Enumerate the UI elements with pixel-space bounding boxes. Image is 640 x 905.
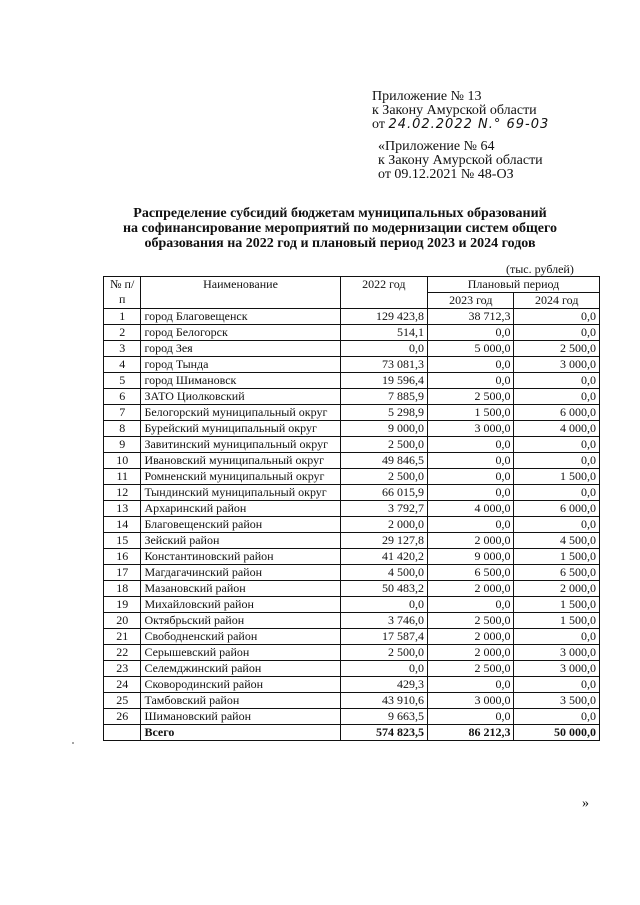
total-2022: 574 823,5 xyxy=(340,725,427,741)
row-2024-cell: 4 000,0 xyxy=(514,421,600,437)
total-row xyxy=(104,725,600,741)
previous-appendix-header xyxy=(378,140,543,182)
prev-appendix-date: от 09.12.2021 № 48-ОЗ xyxy=(378,167,514,182)
prev-appendix-number: «Приложение № 64 xyxy=(378,139,495,154)
title-line-1: Распределение субсидий бюджетам муниципальных образований xyxy=(133,206,547,221)
row-name-cell: Селемджинский район xyxy=(141,661,340,677)
table-row xyxy=(104,661,600,677)
row-2022-cell: 9 000,0 xyxy=(340,421,427,437)
row-2024-cell: 6 000,0 xyxy=(514,405,600,421)
row-2024-cell: 3 500,0 xyxy=(514,693,600,709)
row-2024-cell: 1 500,0 xyxy=(514,613,600,629)
row-num-cell: 16 xyxy=(104,549,141,565)
total-label: Всего xyxy=(141,725,340,741)
row-2023-cell: 4 000,0 xyxy=(428,501,514,517)
row-2022-cell: 29 127,8 xyxy=(340,533,427,549)
row-name-cell: город Зея xyxy=(141,341,340,357)
row-name-cell: Магдагачинский район xyxy=(141,565,340,581)
row-2023-cell: 3 000,0 xyxy=(428,421,514,437)
row-2024-cell: 4 500,0 xyxy=(514,533,600,549)
row-2023-cell: 0,0 xyxy=(428,325,514,341)
scan-speck xyxy=(72,742,74,744)
row-2022-cell: 429,3 xyxy=(340,677,427,693)
row-2024-cell: 0,0 xyxy=(514,437,600,453)
row-2023-cell: 2 000,0 xyxy=(428,533,514,549)
row-name-cell: Ромненский муниципальный округ xyxy=(141,469,340,485)
row-2023-cell: 2 000,0 xyxy=(428,581,514,597)
row-2022-cell: 19 596,4 xyxy=(340,373,427,389)
row-name-cell: Тындинский муниципальный округ xyxy=(141,485,340,501)
appendix-date-line xyxy=(372,118,549,132)
table-row xyxy=(104,421,600,437)
row-2023-cell: 0,0 xyxy=(428,357,514,373)
row-name-cell: город Белогорск xyxy=(141,325,340,341)
table-row xyxy=(104,437,600,453)
row-2024-cell: 0,0 xyxy=(514,709,600,725)
row-name-cell: Тамбовский район xyxy=(141,693,340,709)
row-num-cell: 21 xyxy=(104,629,141,645)
row-name-cell: Благовещенский район xyxy=(141,517,340,533)
row-2023-cell: 2 500,0 xyxy=(428,661,514,677)
row-2022-cell: 2 000,0 xyxy=(340,517,427,533)
row-num-cell: 19 xyxy=(104,597,141,613)
row-2023-cell: 1 500,0 xyxy=(428,405,514,421)
row-num-cell: 26 xyxy=(104,709,141,725)
row-2023-cell: 0,0 xyxy=(428,373,514,389)
row-2024-cell: 1 500,0 xyxy=(514,597,600,613)
row-2023-cell: 2 000,0 xyxy=(428,645,514,661)
row-2024-cell: 0,0 xyxy=(514,325,600,341)
appendix-number: Приложение № 13 xyxy=(372,89,482,104)
row-2022-cell: 2 500,0 xyxy=(340,469,427,485)
row-num-cell: 2 xyxy=(104,325,141,341)
handwritten-date: 24.02.2022 N.° 69-03 xyxy=(388,117,550,132)
row-2023-cell: 0,0 xyxy=(428,597,514,613)
row-2023-cell: 6 500,0 xyxy=(428,565,514,581)
row-2024-cell: 1 500,0 xyxy=(514,549,600,565)
row-2023-cell: 0,0 xyxy=(428,453,514,469)
table-row xyxy=(104,645,600,661)
row-2022-cell: 3 792,7 xyxy=(340,501,427,517)
unit-label: (тыс. рублей) xyxy=(506,262,574,276)
row-2022-cell: 73 081,3 xyxy=(340,357,427,373)
row-name-cell: Свободненский район xyxy=(141,629,340,645)
appendix-header xyxy=(372,90,549,132)
row-num-cell: 5 xyxy=(104,373,141,389)
table-body xyxy=(104,309,600,725)
table-row xyxy=(104,629,600,645)
header-planned-period: Плановый период xyxy=(428,277,600,293)
row-num-cell: 24 xyxy=(104,677,141,693)
row-2022-cell: 5 298,9 xyxy=(340,405,427,421)
appendix-date-prefix: от xyxy=(372,117,385,132)
row-name-cell: Мазановский район xyxy=(141,581,340,597)
table-row xyxy=(104,485,600,501)
row-2022-cell: 9 663,5 xyxy=(340,709,427,725)
table-row xyxy=(104,373,600,389)
row-2024-cell: 6 000,0 xyxy=(514,501,600,517)
table-row xyxy=(104,309,600,325)
row-num-cell: 25 xyxy=(104,693,141,709)
row-num-cell: 18 xyxy=(104,581,141,597)
row-num-cell: 7 xyxy=(104,405,141,421)
row-num-cell: 1 xyxy=(104,309,141,325)
table-row xyxy=(104,341,600,357)
closing-quote: » xyxy=(582,796,589,811)
row-name-cell: город Тында xyxy=(141,357,340,373)
row-name-cell: Архаринский район xyxy=(141,501,340,517)
row-2024-cell: 1 500,0 xyxy=(514,469,600,485)
table-row xyxy=(104,581,600,597)
table-row xyxy=(104,565,600,581)
appendix-law-ref: к Закону Амурской области xyxy=(372,103,537,118)
row-2024-cell: 0,0 xyxy=(514,517,600,533)
row-name-cell: Шимановский район xyxy=(141,709,340,725)
row-2024-cell: 3 000,0 xyxy=(514,645,600,661)
table-row xyxy=(104,517,600,533)
row-num-cell: 4 xyxy=(104,357,141,373)
row-2023-cell: 0,0 xyxy=(428,677,514,693)
table-row xyxy=(104,469,600,485)
row-name-cell: Серышевский район xyxy=(141,645,340,661)
row-2023-cell: 0,0 xyxy=(428,517,514,533)
row-2022-cell: 0,0 xyxy=(340,341,427,357)
row-2024-cell: 0,0 xyxy=(514,373,600,389)
row-name-cell: город Шимановск xyxy=(141,373,340,389)
row-2022-cell: 66 015,9 xyxy=(340,485,427,501)
row-name-cell: город Благовещенск xyxy=(141,309,340,325)
table-row xyxy=(104,533,600,549)
row-2023-cell: 0,0 xyxy=(428,709,514,725)
row-num-cell: 15 xyxy=(104,533,141,549)
table-row xyxy=(104,389,600,405)
title-line-3: образования на 2022 год и плановый период 2023 и 2024 годов xyxy=(144,236,536,251)
table-row xyxy=(104,501,600,517)
table-row xyxy=(104,597,600,613)
total-2024: 50 000,0 xyxy=(514,725,600,741)
row-2022-cell: 2 500,0 xyxy=(340,437,427,453)
row-2024-cell: 3 000,0 xyxy=(514,661,600,677)
table-row xyxy=(104,325,600,341)
row-num-cell: 23 xyxy=(104,661,141,677)
row-num-cell: 22 xyxy=(104,645,141,661)
row-num-cell: 17 xyxy=(104,565,141,581)
row-2022-cell: 2 500,0 xyxy=(340,645,427,661)
row-2024-cell: 0,0 xyxy=(514,309,600,325)
title-line-2: на софинансирование мероприятий по модернизации систем общего xyxy=(122,221,558,236)
row-num-cell: 6 xyxy=(104,389,141,405)
row-2024-cell: 2 000,0 xyxy=(514,581,600,597)
row-2022-cell: 129 423,8 xyxy=(340,309,427,325)
table-row xyxy=(104,613,600,629)
row-2022-cell: 43 910,6 xyxy=(340,693,427,709)
row-2023-cell: 5 000,0 xyxy=(428,341,514,357)
row-num-cell: 10 xyxy=(104,453,141,469)
row-2024-cell: 6 500,0 xyxy=(514,565,600,581)
row-2023-cell: 38 712,3 xyxy=(428,309,514,325)
row-num-cell: 8 xyxy=(104,421,141,437)
row-2024-cell: 0,0 xyxy=(514,389,600,405)
header-2024: 2024 год xyxy=(514,293,600,309)
row-num-cell: 12 xyxy=(104,485,141,501)
prev-appendix-law-ref: к Закону Амурской области xyxy=(378,153,543,168)
row-2022-cell: 4 500,0 xyxy=(340,565,427,581)
row-name-cell: Бурейский муниципальный округ xyxy=(141,421,340,437)
document-title xyxy=(100,206,580,251)
row-2024-cell: 3 000,0 xyxy=(514,357,600,373)
row-2022-cell: 0,0 xyxy=(340,597,427,613)
table-row xyxy=(104,549,600,565)
row-2022-cell: 17 587,4 xyxy=(340,629,427,645)
row-2022-cell: 3 746,0 xyxy=(340,613,427,629)
subsidy-table xyxy=(103,276,600,741)
row-2024-cell: 0,0 xyxy=(514,453,600,469)
row-2022-cell: 49 846,5 xyxy=(340,453,427,469)
row-2023-cell: 2 500,0 xyxy=(428,613,514,629)
row-2023-cell: 0,0 xyxy=(428,485,514,501)
table-row xyxy=(104,453,600,469)
header-num: № п/п xyxy=(104,277,141,309)
total-2023: 86 212,3 xyxy=(428,725,514,741)
table-row xyxy=(104,709,600,725)
table-row xyxy=(104,677,600,693)
header-2022: 2022 год xyxy=(340,277,427,309)
row-2022-cell: 50 483,2 xyxy=(340,581,427,597)
row-name-cell: Константиновский район xyxy=(141,549,340,565)
row-name-cell: Белогорский муниципальный округ xyxy=(141,405,340,421)
row-num-cell: 14 xyxy=(104,517,141,533)
row-2023-cell: 2 500,0 xyxy=(428,389,514,405)
total-num-cell xyxy=(104,725,141,741)
row-2022-cell: 41 420,2 xyxy=(340,549,427,565)
row-2022-cell: 0,0 xyxy=(340,661,427,677)
row-2022-cell: 514,1 xyxy=(340,325,427,341)
row-name-cell: Ивановский муниципальный округ xyxy=(141,453,340,469)
row-num-cell: 11 xyxy=(104,469,141,485)
row-num-cell: 20 xyxy=(104,613,141,629)
row-name-cell: ЗАТО Циолковский xyxy=(141,389,340,405)
row-num-cell: 9 xyxy=(104,437,141,453)
row-2022-cell: 7 885,9 xyxy=(340,389,427,405)
row-2024-cell: 0,0 xyxy=(514,629,600,645)
row-2023-cell: 3 000,0 xyxy=(428,693,514,709)
row-2024-cell: 0,0 xyxy=(514,485,600,501)
table-row xyxy=(104,357,600,373)
row-num-cell: 13 xyxy=(104,501,141,517)
row-2023-cell: 0,0 xyxy=(428,437,514,453)
table-row xyxy=(104,405,600,421)
row-name-cell: Октябрьский район xyxy=(141,613,340,629)
row-2023-cell: 0,0 xyxy=(428,469,514,485)
table-row xyxy=(104,693,600,709)
row-name-cell: Михайловский район xyxy=(141,597,340,613)
row-2024-cell: 2 500,0 xyxy=(514,341,600,357)
row-2023-cell: 9 000,0 xyxy=(428,549,514,565)
row-2023-cell: 2 000,0 xyxy=(428,629,514,645)
row-name-cell: Сковородинский район xyxy=(141,677,340,693)
header-2023: 2023 год xyxy=(428,293,514,309)
row-name-cell: Зейский район xyxy=(141,533,340,549)
row-2024-cell: 0,0 xyxy=(514,677,600,693)
header-name: Наименование xyxy=(141,277,340,309)
row-name-cell: Завитинский муниципальный округ xyxy=(141,437,340,453)
row-num-cell: 3 xyxy=(104,341,141,357)
